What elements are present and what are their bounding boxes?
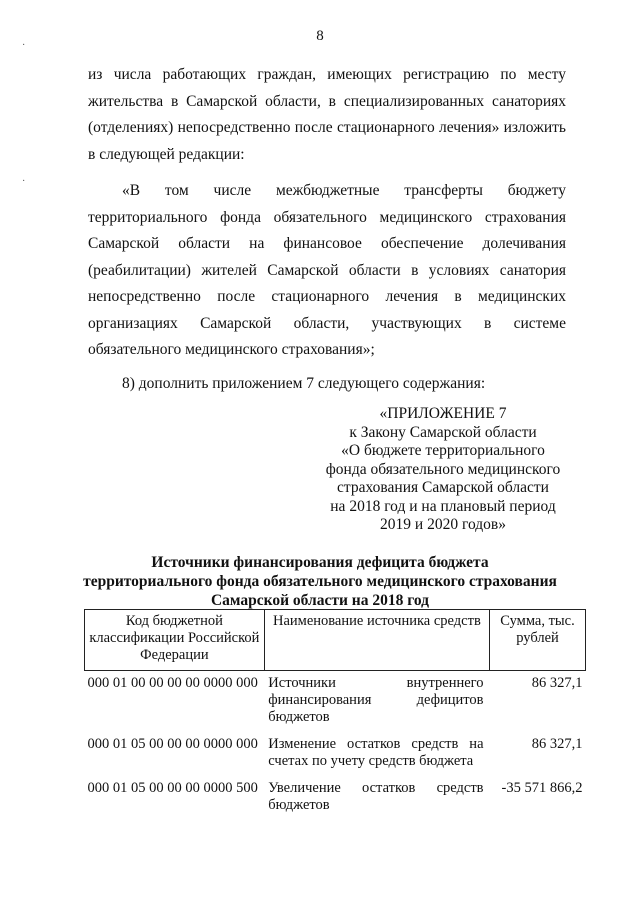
cell-code: 000 01 05 00 00 00 0000 500	[87, 780, 258, 796]
appendix-header	[318, 405, 568, 535]
scan-margin-mark: ·	[22, 40, 26, 51]
cell-name: Увеличение остатков средств бюджетов	[268, 780, 484, 813]
table-header-row	[85, 610, 586, 671]
cell-sum: -35 571 866,2	[501, 780, 583, 796]
appendix-line: «ПРИЛОЖЕНИЕ 7	[379, 405, 507, 422]
financing-sources-table	[84, 609, 586, 820]
cell-sum: 86 327,1	[531, 736, 583, 752]
header-code: Код бюджетной классификации Российской Федерации	[85, 610, 265, 671]
cell-code: 000 01 05 00 00 00 0000 000	[87, 736, 258, 752]
cell-name: Изменение остатков средств на счетах по учету средств бюджета	[268, 736, 484, 769]
scan-margin-mark: ·	[22, 176, 26, 187]
paragraph-continuation: из числа работающих граждан, имеющих регистрацию по месту жительства в Самарской области, в специализированных санаториях (отделениях) непосредственно после стационарного лечения» изложить в следующей редакции:	[88, 66, 566, 163]
cell-sum: 86 327,1	[531, 675, 583, 691]
table-title	[60, 553, 580, 610]
header-sum: Сумма, тыс. рублей	[490, 610, 586, 671]
page-number: 8	[316, 28, 324, 44]
table-title-line: Источники финансирования дефицита бюджета	[151, 554, 489, 571]
table-row	[85, 671, 586, 733]
appendix-line: на 2018 год и на плановый период	[330, 497, 556, 515]
table-row	[85, 732, 586, 776]
appendix-line: «О бюджете территориального	[341, 442, 545, 459]
paragraph-amendment-text: «В том числе межбюджетные трансферты бюджету территориального фонда обязательного медицинского страхования Самарской области на финансовое обеспечение долечивания (реабилитации) жителей Самарской области в условиях санатория непосредственно после стационарного лечения в медицинских организациях Самарской области, участвующих в системе обязательного медицинского страхования»;	[88, 182, 566, 358]
table-row	[85, 776, 586, 820]
appendix-line: к Закону Самарской области	[349, 423, 537, 441]
appendix-line: 2019 и 2020 годов»	[380, 516, 506, 533]
cell-name: Источники внутреннего финансирования дефицитов бюджетов	[268, 675, 484, 725]
paragraph-item-8: 8) дополнить приложением 7 следующего содержания:	[122, 375, 486, 392]
table-title-line: Самарской области на 2018 год	[210, 592, 429, 609]
appendix-line: страхования Самарской области	[337, 479, 549, 496]
cell-code: 000 01 00 00 00 00 0000 000	[87, 675, 258, 691]
header-name: Наименование источника средств	[264, 610, 489, 671]
appendix-line: фонда обязательного медицинского	[325, 460, 561, 478]
table-title-line: территориального фонда обязательного медицинского страхования	[83, 573, 557, 590]
